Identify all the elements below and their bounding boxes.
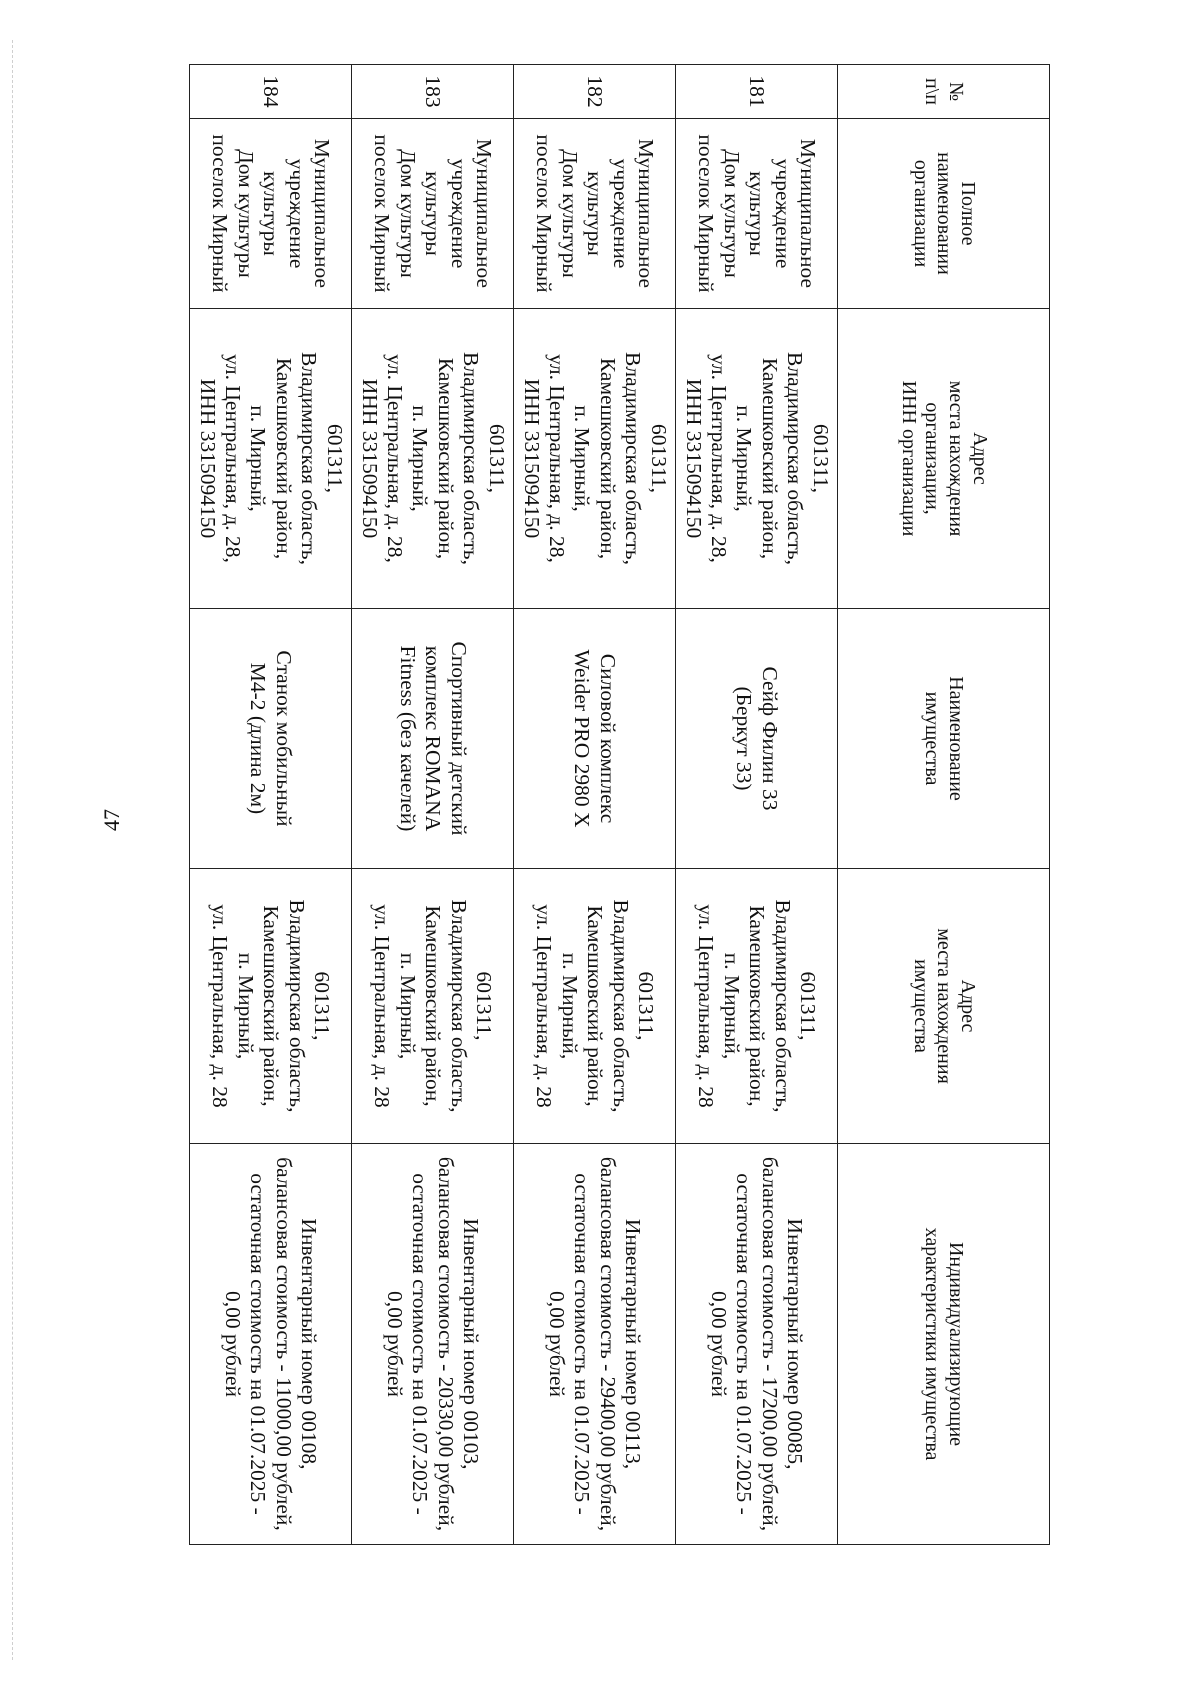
cell-property-address: 601311, Владимирская область, Камешковский район, п. Мирный, ул. Центральная, д. 28	[676, 869, 838, 1144]
cell-property-name: Станок мобильный М4-2 (длина 2м)	[190, 609, 352, 869]
header-property-name: Наименование имущества	[838, 609, 1050, 869]
property-table	[189, 64, 1050, 1545]
cell-org: Муниципальное учреждение культуры Дом культуры поселок Мирный	[190, 119, 352, 309]
cell-no: 184	[190, 65, 352, 119]
table-row	[514, 65, 676, 1545]
cell-no: 182	[514, 65, 676, 119]
cell-property-address: 601311, Владимирская область, Камешковский район, п. Мирный, ул. Центральная, д. 28	[190, 869, 352, 1144]
cell-org-address: 601311, Владимирская область, Камешковский район, п. Мирный, ул. Центральная, д. 28, ИНН 3315094150	[190, 309, 352, 609]
cell-org-address: 601311, Владимирская область, Камешковский район, п. Мирный, ул. Центральная, д. 28, ИНН 3315094150	[352, 309, 514, 609]
cell-property-address: 601311, Владимирская область, Камешковский район, п. Мирный, ул. Центральная, д. 28	[352, 869, 514, 1144]
cell-org-address: 601311, Владимирская область, Камешковский район, п. Мирный, ул. Центральная, д. 28, ИНН 3315094150	[676, 309, 838, 609]
cell-property-name: Спортивный детский комплекс ROMANA Fitness (без качелей)	[352, 609, 514, 869]
scan-edge-line	[12, 40, 13, 1660]
cell-property-name: Сейф Филин 33 (Беркут 33)	[676, 609, 838, 869]
table-row	[190, 65, 352, 1545]
cell-characteristics: Инвентарный номер 00085, балансовая стоимость - 17200,00 рублей, остаточная стоимость на 01.07.2025 - 0,00 рублей	[676, 1144, 838, 1545]
cell-characteristics: Инвентарный номер 00108, балансовая стоимость - 11000,00 рублей, остаточная стоимость на 01.07.2025 - 0,00 рублей	[190, 1144, 352, 1545]
cell-org-address: 601311, Владимирская область, Камешковский район, п. Мирный, ул. Центральная, д. 28, ИНН 3315094150	[514, 309, 676, 609]
cell-property-name: Силовой комплекс Weider PRO 2980 X	[514, 609, 676, 869]
cell-property-address: 601311, Владимирская область, Камешковский район, п. Мирный, ул. Центральная, д. 28	[514, 869, 676, 1144]
header-org-address: Адрес места нахождения организации, ИНН организации	[838, 309, 1050, 609]
rotated-table-wrapper	[190, 64, 1050, 1544]
cell-org: Муниципальное учреждение культуры Дом культуры поселок Мирный	[676, 119, 838, 309]
table-row	[352, 65, 514, 1545]
cell-no: 183	[352, 65, 514, 119]
header-org: Полное наименовании организации	[838, 119, 1050, 309]
table-header-row	[838, 65, 1050, 1545]
header-no: № п\п	[838, 65, 1050, 119]
cell-characteristics: Инвентарный номер 00103, балансовая стоимость - 20330,00 рублей, остаточная стоимость на 01.07.2025 - 0,00 рублей	[352, 1144, 514, 1545]
cell-org: Муниципальное учреждение культуры Дом культуры поселок Мирный	[352, 119, 514, 309]
header-property-address: Адрес места нахождения имущества	[838, 869, 1050, 1144]
cell-org: Муниципальное учреждение культуры Дом культуры поселок Мирный	[514, 119, 676, 309]
page-number: 47	[99, 809, 124, 831]
cell-characteristics: Инвентарный номер 00113, балансовая стоимость - 29400,00 рублей, остаточная стоимость на 01.07.2025 - 0,00 рублей	[514, 1144, 676, 1545]
table-row	[676, 65, 838, 1545]
cell-no: 181	[676, 65, 838, 119]
header-characteristics: Индивидуализирующие характеристики имущества	[838, 1144, 1050, 1545]
